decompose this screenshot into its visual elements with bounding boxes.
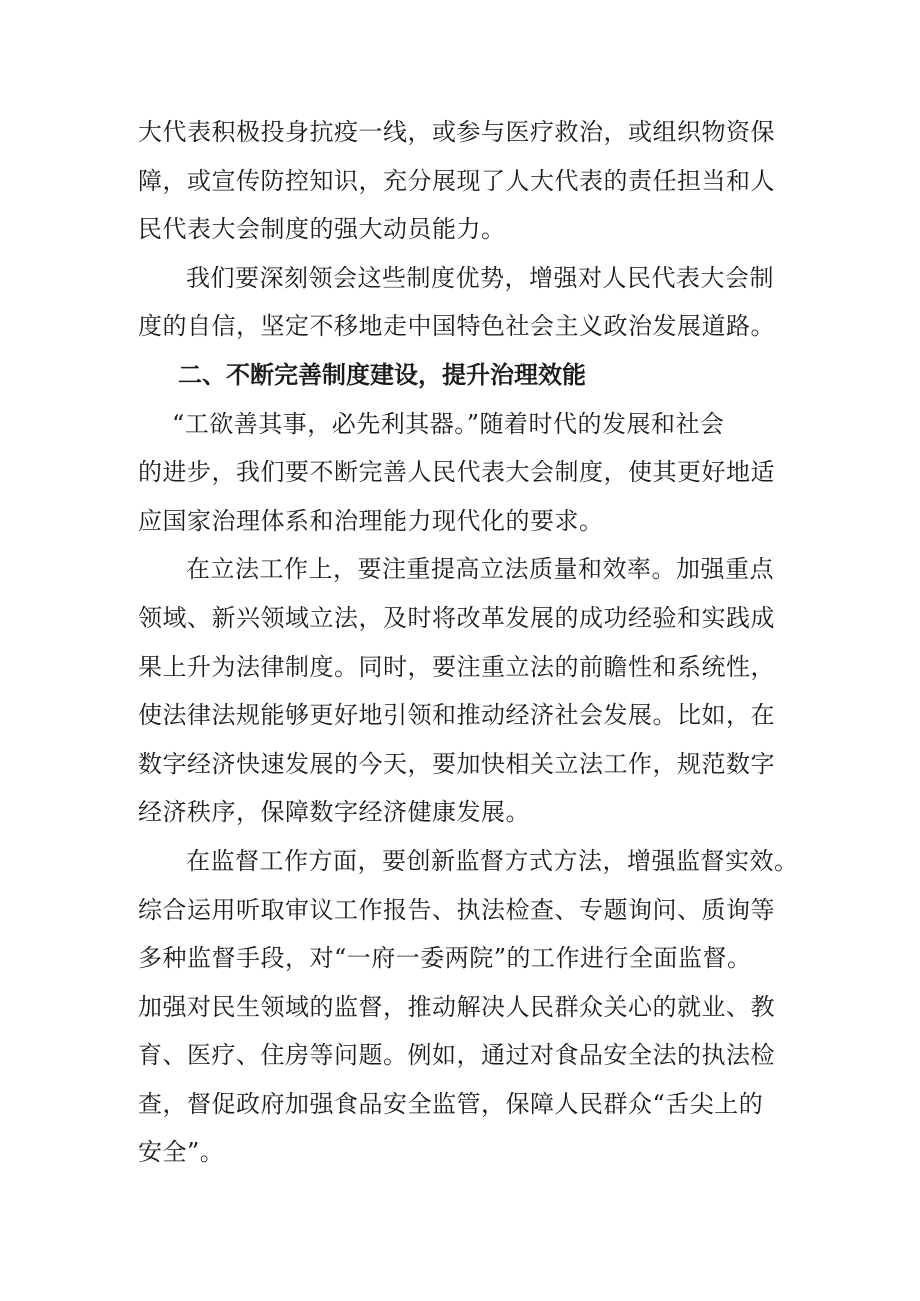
text-line: 安全”。 bbox=[138, 1138, 225, 1167]
document-body bbox=[138, 108, 799, 1177]
text-line: 在立法工作上，要注重提高立法质量和效率。加强重点 bbox=[186, 555, 774, 584]
text-line: 多种监督手段，对“一府一委两院”的工作进行全面监督。 bbox=[138, 944, 752, 973]
text-line: 在监督工作方面，要创新监督方式方法，增强监督实效。 bbox=[186, 846, 799, 875]
text-line: 大代表积极投身抗疫一线，或参与医疗救治，或组织物资保 bbox=[138, 118, 775, 146]
text-line: 我们要深刻领会这些制度优势，增强对人民代表大会制 bbox=[186, 263, 774, 292]
text-line: 的进步，我们要不断完善人民代表大会制度，使其更好地适 bbox=[138, 458, 775, 487]
text-line: 数字经济快速发展的今天，要加快相关立法工作，规范数字 bbox=[138, 749, 775, 778]
text-line: 使法律法规能够更好地引领和推动经济社会发展。比如，在 bbox=[138, 701, 775, 730]
text-line: 应国家治理体系和治理能力现代化的要求。 bbox=[138, 506, 604, 535]
section-heading: 二、不断完善制度建设，提升治理效能 bbox=[178, 360, 586, 389]
text-line: “工欲善其事，必先利其器。”随着时代的发展和社会 bbox=[172, 409, 725, 438]
text-line: 民代表大会制度的强大动员能力。 bbox=[138, 215, 506, 244]
text-line: 查，督促政府加强食品安全监管，保障人民群众“舌尖上的 bbox=[138, 1089, 764, 1118]
text-line: 综合运用听取审议工作报告、执法检查、专题询问、质询等 bbox=[138, 895, 775, 924]
text-line: 障，或宣传防控知识，充分展现了人大代表的责任担当和人 bbox=[138, 166, 775, 195]
text-line: 加强对民生领域的监督，推动解决人民群众关心的就业、教 bbox=[138, 992, 775, 1021]
text-line: 果上升为法律制度。同时，要注重立法的前瞻性和系统性， bbox=[138, 652, 775, 681]
text-line: 育、医疗、住房等问题。例如，通过对食品安全法的执法检 bbox=[138, 1041, 775, 1070]
text-line: 度的自信，坚定不移地走中国特色社会主义政治发展道路。 bbox=[138, 312, 775, 341]
text-line: 经济秩序，保障数字经济健康发展。 bbox=[138, 798, 530, 827]
text-line: 领域、新兴领域立法，及时将改革发展的成功经验和实践成 bbox=[138, 603, 775, 632]
